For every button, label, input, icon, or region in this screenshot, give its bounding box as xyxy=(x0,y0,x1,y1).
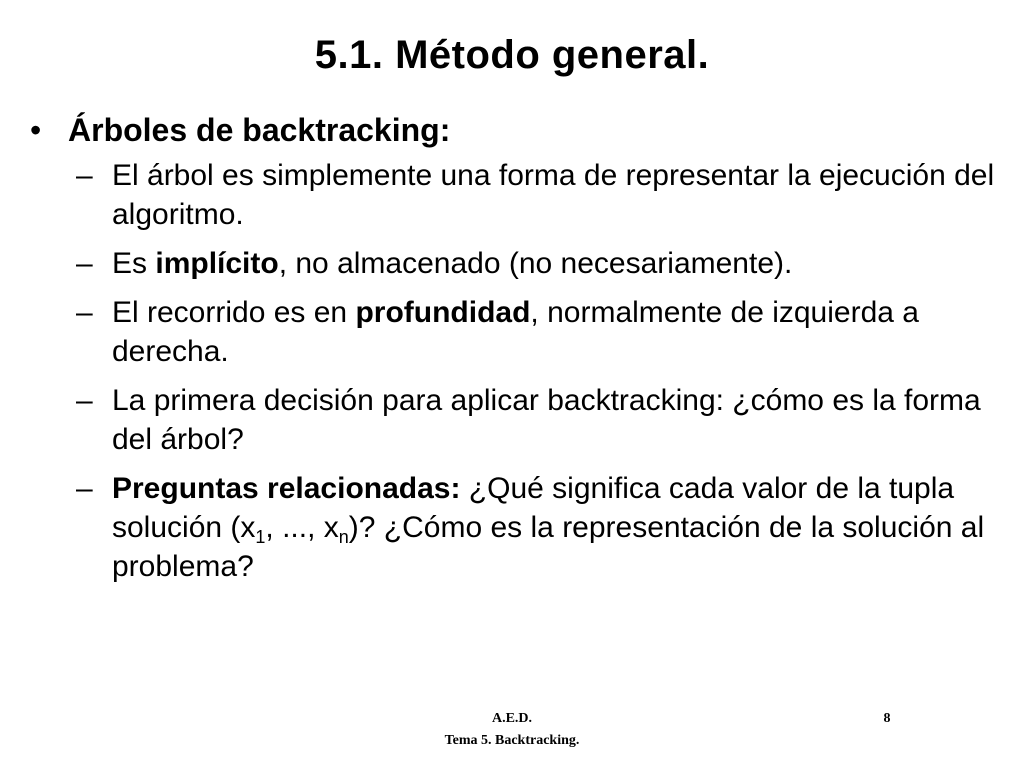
footer-topic: Tema 5. Backtracking. xyxy=(444,733,580,748)
sub-item-3-post: , normalmente de izquierda a derecha. xyxy=(112,296,919,368)
sub-item-5 xyxy=(30,469,1010,586)
subscript-1: 1 xyxy=(255,527,266,547)
sub-item-4-text: La primera decisión para aplicar backtracking: ¿cómo es la forma del árbol? xyxy=(112,384,981,456)
sub-item-2-bold: implícito xyxy=(155,247,279,280)
sub-item-3 xyxy=(30,293,1010,371)
dash-icon: – xyxy=(76,247,93,280)
sub-item-2-pre: Es xyxy=(112,247,156,280)
bullet-dot-icon: • xyxy=(30,112,42,148)
bullet-heading-text: Árboles de backtracking: xyxy=(68,112,451,148)
footer-course: A.E.D. xyxy=(491,711,533,726)
bullet-heading xyxy=(30,108,1010,156)
sub-item-5-bold: Preguntas relacionadas: xyxy=(112,472,461,505)
slide-title: 5.1. Método general. xyxy=(314,33,710,77)
sub-item-2-post: , no almacenado (no necesariamente). xyxy=(278,247,793,280)
subscript-n: n xyxy=(338,527,349,547)
page-number: 8 xyxy=(883,711,891,726)
sub-item-5-part2: , ..., x xyxy=(265,511,339,544)
dash-icon: – xyxy=(76,159,93,192)
dash-icon: – xyxy=(76,384,93,417)
sub-item-5-part1: ¿Qué significa cada valor de la tupla solución (x xyxy=(112,472,955,544)
dash-icon: – xyxy=(76,472,93,505)
sub-item-3-pre: El recorrido es en xyxy=(112,296,356,329)
sub-item-4 xyxy=(30,381,1010,459)
footer xyxy=(0,708,1024,752)
sub-item-1-text: El árbol es simplemente una forma de representar la ejecución del algoritmo. xyxy=(112,159,995,231)
sub-item-3-bold: profundidad xyxy=(355,296,531,329)
slide-content xyxy=(30,108,1010,596)
sub-item-5-part3: )? ¿Cómo es la representación de la solución al problema? xyxy=(112,511,985,583)
sub-item-2 xyxy=(30,244,1010,283)
sub-item-1 xyxy=(30,156,1010,234)
sub-list xyxy=(30,156,1010,586)
dash-icon: – xyxy=(76,296,93,329)
